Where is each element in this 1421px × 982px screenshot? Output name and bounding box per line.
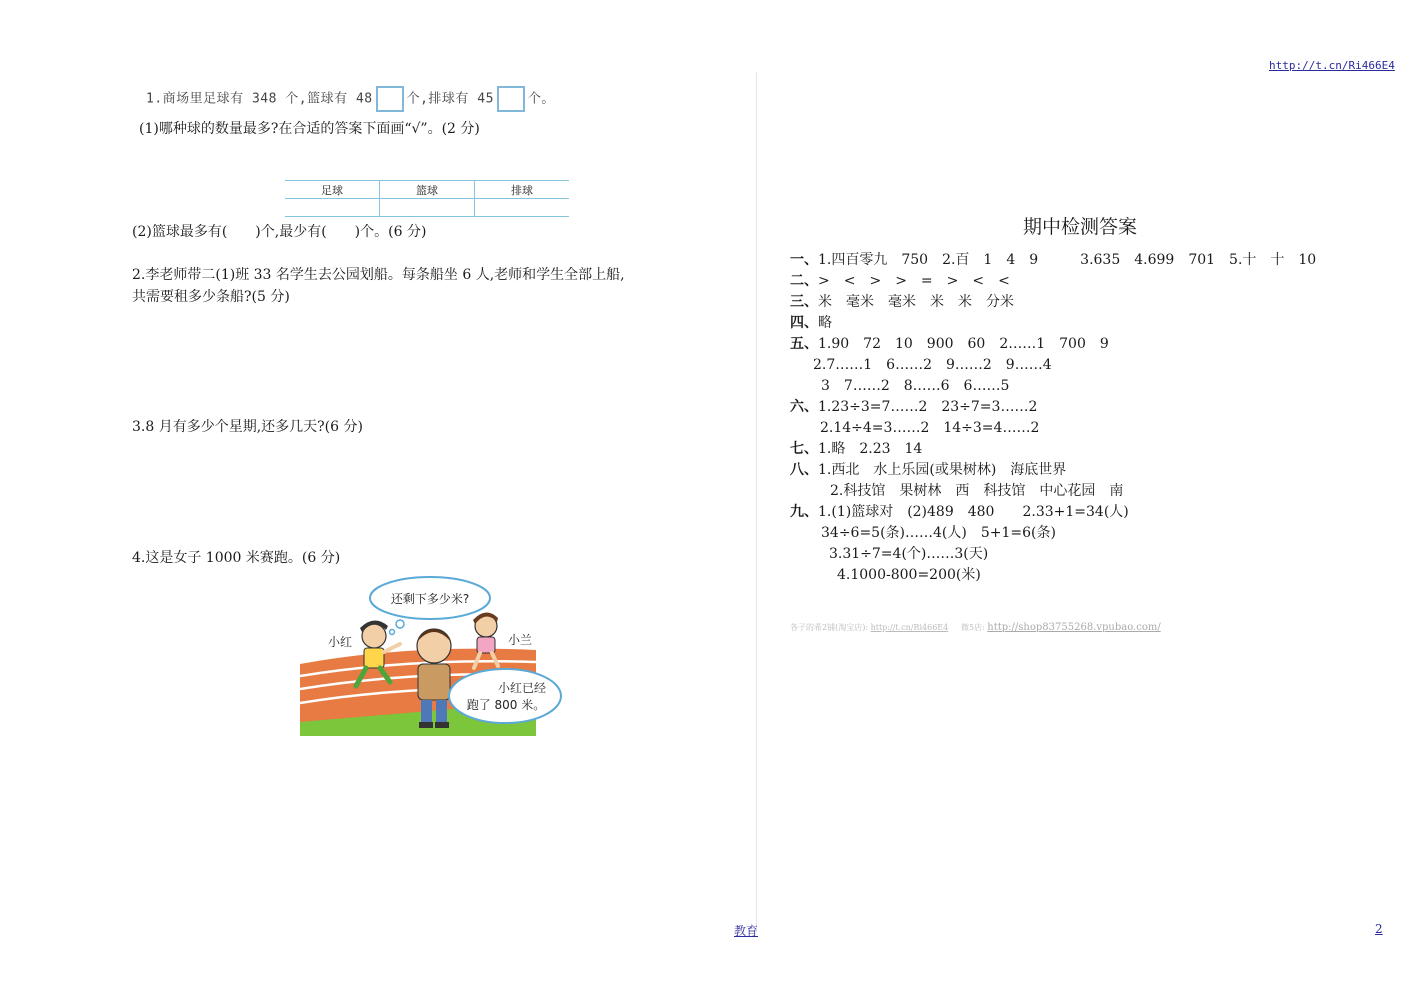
answer-line-text: 2.7……1 6……2 9……2 9……4 — [813, 357, 1052, 373]
answer-line — [790, 396, 1037, 416]
bubble-bottom-shape — [449, 669, 561, 723]
answer-line-text: 1.(1)篮球对 (2)489 480 2.33+1=34(人) — [818, 504, 1129, 520]
answer-line-label: 四、 — [790, 315, 818, 331]
question-3: 3.8 月有多少个星期,还多几天?(6 分) — [132, 419, 363, 435]
footer-note-text: 各子的希2铺(淘宝店): — [790, 623, 869, 632]
answer-line — [790, 333, 1109, 353]
answer-line — [790, 270, 1010, 290]
center-footer-link[interactable]: 教育 — [734, 924, 759, 938]
answer-line — [837, 564, 981, 584]
label-xiaohong: 小红 — [328, 635, 353, 649]
answer-line-text: 1.西北 水上乐园(或果树林) 海底世界 — [818, 462, 1067, 478]
page-divider — [756, 72, 757, 932]
answer-line-label: 六、 — [790, 399, 818, 415]
answer-line — [830, 480, 1123, 500]
question-1-text-a: 1.商场里足球有 348 个,篮球有 48 — [146, 91, 373, 107]
question-1 — [146, 86, 555, 112]
question-4: 4.这是女子 1000 米赛跑。(6 分) — [132, 550, 341, 566]
answer-line-text: 米 毫米 毫米 米 米 分米 — [818, 294, 1014, 310]
answer-line — [790, 438, 922, 458]
answer-line — [790, 312, 832, 332]
header-link[interactable]: http://t.cn/Ri466E4 — [1269, 59, 1395, 72]
answer-line — [829, 543, 988, 563]
table-cell-football[interactable] — [285, 199, 380, 217]
answer-line-text: 1.23÷3=7……2 23÷7=3……2 — [818, 399, 1038, 415]
answer-line-text: 3 7……2 8……6 6……5 — [821, 378, 1010, 394]
table-cell-volleyball[interactable] — [475, 199, 570, 217]
answer-line-text: 34÷6=5(条)……4(人) 5+1=6(条) — [821, 525, 1056, 541]
answer-line — [813, 354, 1052, 374]
footer-note-link-2[interactable]: http://shop83755268.vpubao.com/ — [987, 622, 1161, 633]
ball-table — [285, 180, 569, 217]
answer-line-label: 五、 — [790, 336, 818, 352]
answer-line-text: 4.1000-800=200(米) — [837, 567, 981, 583]
question-1-sub-2: (2)篮球最多有( )个,最少有( )个。(6 分) — [132, 224, 427, 240]
bubble-top-text: 还剩下多少米? — [390, 592, 470, 606]
answer-line — [790, 291, 1014, 311]
answer-line-label: 三、 — [790, 294, 818, 310]
answer-line — [790, 249, 1316, 269]
answer-line-text: > < > > = > < < — [818, 273, 1010, 289]
answer-line-label: 九、 — [790, 504, 818, 520]
answer-line-text: 3.31÷7=4(个)……3(天) — [829, 546, 989, 562]
answers-title: 期中检测答案 — [1023, 216, 1138, 238]
answer-line — [821, 522, 1056, 542]
footer-note-text-2: 微5店: — [960, 623, 985, 632]
question-1-text-c: 个。 — [527, 91, 555, 107]
question-2-line-1: 2.李老师带二(1)班 33 名学生去公园划船。每条船坐 6 人,老师和学生全部上船, — [132, 267, 625, 283]
question-1-text-b: 个,排球有 45 — [406, 91, 494, 107]
footer-note-link[interactable]: http://t.cn/Ri466E4 — [870, 623, 949, 632]
table-header-football: 足球 — [285, 181, 380, 199]
answer-line-text: 略 — [818, 315, 832, 331]
table-cell-basketball[interactable] — [380, 199, 475, 217]
label-xiaolan: 小兰 — [508, 633, 533, 647]
answer-line-text: 1.四百零九 750 2.百 1 4 9 3.635 4.699 701 5.十 十 10 — [818, 252, 1317, 268]
answer-line-text: 1.90 72 10 900 60 2……1 700 9 — [818, 336, 1109, 352]
answer-line-label: 八、 — [790, 462, 818, 478]
table-header-volleyball: 排球 — [475, 181, 570, 199]
answer-line-text: 1.略 2.23 14 — [818, 441, 923, 457]
bubble-bottom-text-1: 小红已经 — [497, 681, 547, 695]
answer-line-label: 七、 — [790, 441, 818, 457]
race-illustration — [300, 572, 565, 736]
answer-line-text: 2.科技馆 果树林 西 科技馆 中心花园 南 — [830, 483, 1124, 499]
bubble-bottom-text-2: 跑了 800 米。 — [466, 698, 546, 712]
table-header-basketball: 篮球 — [380, 181, 475, 199]
answer-box-2[interactable] — [497, 86, 525, 112]
page-number[interactable]: 2 — [1375, 922, 1383, 936]
footer-note — [790, 622, 1161, 633]
answer-line — [790, 501, 1129, 521]
question-1-sub-1: (1)哪种球的数量最多?在合适的答案下面画“√”。(2 分) — [139, 121, 480, 137]
question-2-line-2: 共需要租多少条船?(5 分) — [132, 289, 290, 305]
answer-line-text: 2.14÷4=3……2 14÷3=4……2 — [820, 420, 1040, 436]
answer-line-label: 二、 — [790, 273, 818, 289]
answer-box-1[interactable] — [376, 86, 404, 112]
answer-line — [790, 459, 1066, 479]
answer-line-label: 一、 — [790, 252, 818, 268]
answer-line — [821, 375, 1009, 395]
answer-line — [820, 417, 1039, 437]
